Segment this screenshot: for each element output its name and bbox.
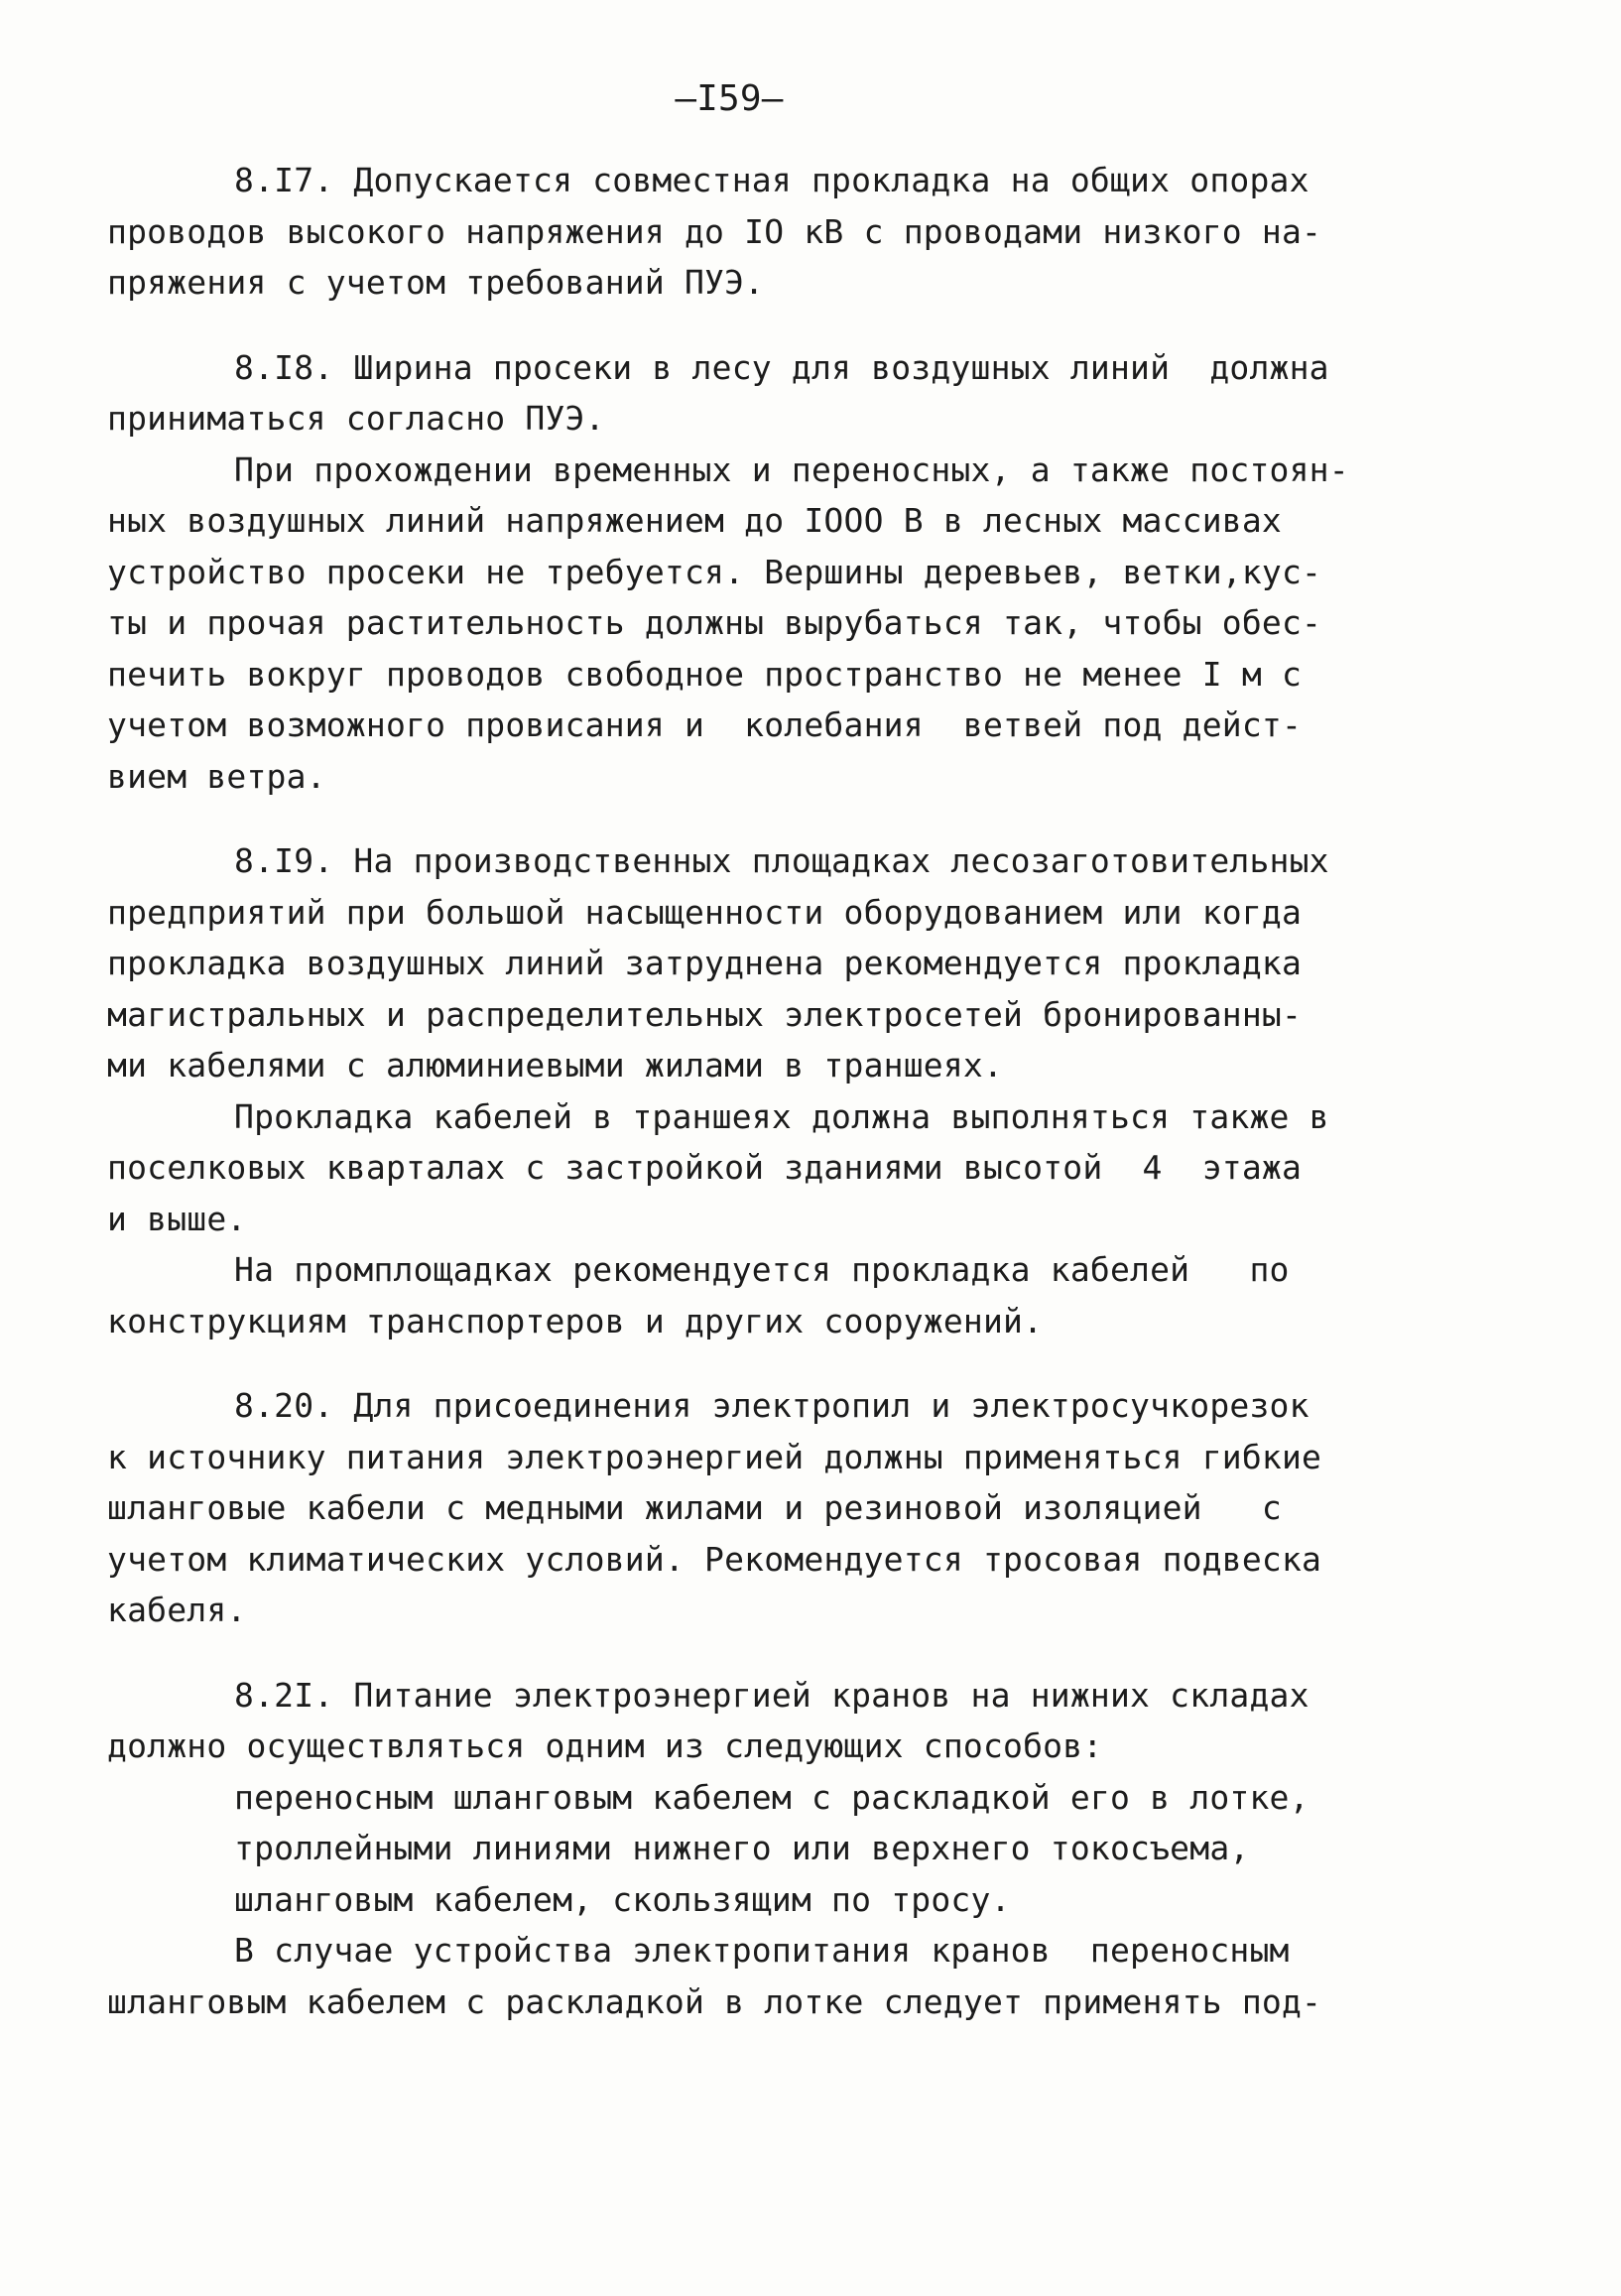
document-body: [107, 155, 1397, 2027]
section-gap: [107, 802, 1397, 835]
text-line: шланговым кабелем, скользящим по тросу.: [234, 1879, 1011, 1919]
text-line: 8.2I. Питание электроэнергией кранов на нижних складах: [234, 1675, 1309, 1715]
text-line: поселковых кварталах с застройкой зданиями высотой 4 этажа: [107, 1148, 1303, 1187]
section-2: [107, 342, 1397, 803]
text-line: устройство просеки не требуется. Вершины деревьев, ветки,кус-: [107, 552, 1322, 591]
text-line: переносным шланговым кабелем с раскладкой его в лотке,: [234, 1777, 1309, 1817]
text-line: В случае устройства электропитания кранов переносным: [234, 1931, 1290, 1970]
text-line: конструкциям транспортеров и других сооружений.: [107, 1301, 1044, 1340]
text-line: Прокладка кабелей в траншеях должна выполняться также в: [234, 1096, 1329, 1136]
text-line: кабеля.: [107, 1591, 247, 1629]
text-line: печить вокруг проводов свободное пространство не менее I м с: [107, 654, 1303, 694]
text-line: проводов высокого напряжения до IO кВ с проводами низкого на-: [107, 211, 1322, 251]
text-line: На промплощадках рекомендуется прокладка кабелей по: [234, 1250, 1290, 1289]
text-line: троллейными линиями нижнего или верхнего токосъема,: [234, 1829, 1250, 1867]
text-line: 8.I9. На производственных площадках лесозаготовительных: [234, 841, 1329, 880]
text-line: к источнику питания электроэнергией должны применяться гибкие: [107, 1437, 1322, 1476]
page-number: —I59—: [675, 78, 784, 119]
section-gap: [107, 1346, 1397, 1380]
text-line: должно осуществляться одним из следующих способов:: [107, 1726, 1103, 1765]
text-line: предприятий при большой насыщенности оборудованием или когда: [107, 892, 1303, 932]
text-line: пряжения с учетом требований ПУЭ.: [107, 263, 765, 302]
text-line: прокладка воздушных линий затруднена рекомендуется прокладка: [107, 944, 1303, 982]
text-line: учетом климатических условий. Рекомендуется тросовая подвеска: [107, 1539, 1322, 1579]
text-line: 8.I8. Ширина просеки в лесу для воздушных линий должна: [234, 347, 1329, 387]
section-5: [107, 1670, 1397, 2028]
section-3: [107, 835, 1397, 1346]
text-line: ми кабелями с алюминиевыми жилами в траншеях.: [107, 1046, 1004, 1084]
section-gap: [107, 1636, 1397, 1670]
section-4: [107, 1380, 1397, 1636]
text-line: и выше.: [107, 1199, 247, 1238]
text-line: 8.20. Для присоединения электропил и электросучкорезок: [234, 1386, 1309, 1425]
text-line: ных воздушных линий напряжением до IOOO В в лесных массивах: [107, 501, 1282, 540]
text-line: ты и прочая растительность должны вырубаться так, чтобы обес-: [107, 603, 1322, 642]
text-line: учетом возможного провисания и колебания ветвей под дейст-: [107, 705, 1303, 744]
text-line: шланговым кабелем с раскладкой в лотке следует применять под-: [107, 1981, 1322, 2021]
text-line: магистральных и распределительных электросетей бронированны-: [107, 994, 1303, 1034]
section-1: [107, 155, 1397, 309]
text-line: приниматься согласно ПУЭ.: [107, 399, 605, 438]
text-line: вием ветра.: [107, 756, 326, 796]
text-line: 8.I7. Допускается совместная прокладка на общих опорах: [234, 161, 1309, 199]
section-gap: [107, 309, 1397, 342]
text-line: шланговые кабели с медными жилами и резиновой изоляцией с: [107, 1488, 1282, 1527]
text-line: При прохождении временных и переносных, а также постоян-: [234, 449, 1349, 489]
